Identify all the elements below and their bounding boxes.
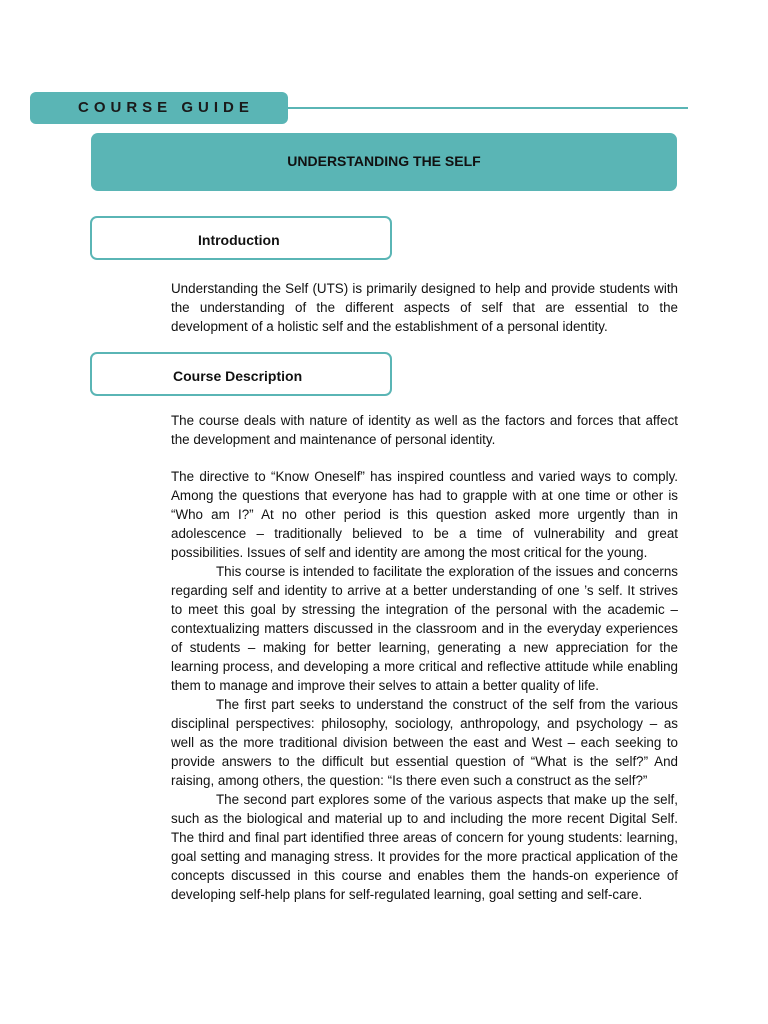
course-description-body <box>171 467 678 904</box>
course-title-banner <box>91 133 677 191</box>
course-title: UNDERSTANDING THE SELF <box>287 152 481 169</box>
header-divider-line <box>288 107 688 109</box>
introduction-heading: Introduction <box>198 232 280 248</box>
body-paragraph: The first part seeks to understand the construct of the self from the various disciplinal perspectives: philosophy, sociology, anthropology, and psychology – as well as the more traditional division between the east and West – each seeking to provide answers to the difficult but essential question of “What is the self?” And raising, among others, the question: “Is there even such a construct as the self?” <box>171 697 678 788</box>
body-paragraph: The directive to “Know Oneself” has inspired countless and varied ways to comply. Among the questions that everyone has had to grapple with at one time or other is “Who am I?” At no other period is this question asked more urgently than in adolescence – traditionally believed to be a time of vulnerability and great possibilities. Issues of self and identity are among the most critical for the young. <box>171 469 678 560</box>
course-description-heading-box <box>90 352 392 396</box>
course-guide-label: COURSE GUIDE <box>78 99 254 116</box>
course-description-summary: The course deals with nature of identity as well as the factors and forces that affect the development and maintenance of personal identity. <box>171 413 678 447</box>
body-paragraph: This course is intended to facilitate the exploration of the issues and concerns regarding self and identity to arrive at a better understanding of one ’s self. It strives to meet this goal by stressing the integration of the personal with the academic – contextualizing matters discussed in the classroom and in the everyday experiences of students – making for better learning, generating a new appreciation for the learning process, and developing a more critical and reflective attitude while enabling them to manage and improve their selves to attain a better quality of life. <box>171 564 678 693</box>
body-paragraph: The second part explores some of the various aspects that make up the self, such as the biological and material up to and including the more recent Digital Self. The third and final part identified three areas of concern for young students: learning, goal setting and managing stress. It provides for the more practical application of the concepts discussed in this course and enables them the hands-on experience of developing self-help plans for self-regulated learning, goal setting and self-care. <box>171 792 678 902</box>
introduction-heading-box <box>90 216 392 260</box>
course-description-heading: Course Description <box>173 368 303 384</box>
introduction-text: Understanding the Self (UTS) is primarily designed to help and provide students with the understanding of the different aspects of self that are essential to the development of a holistic self and the establishment of a personal identity. <box>171 281 678 334</box>
